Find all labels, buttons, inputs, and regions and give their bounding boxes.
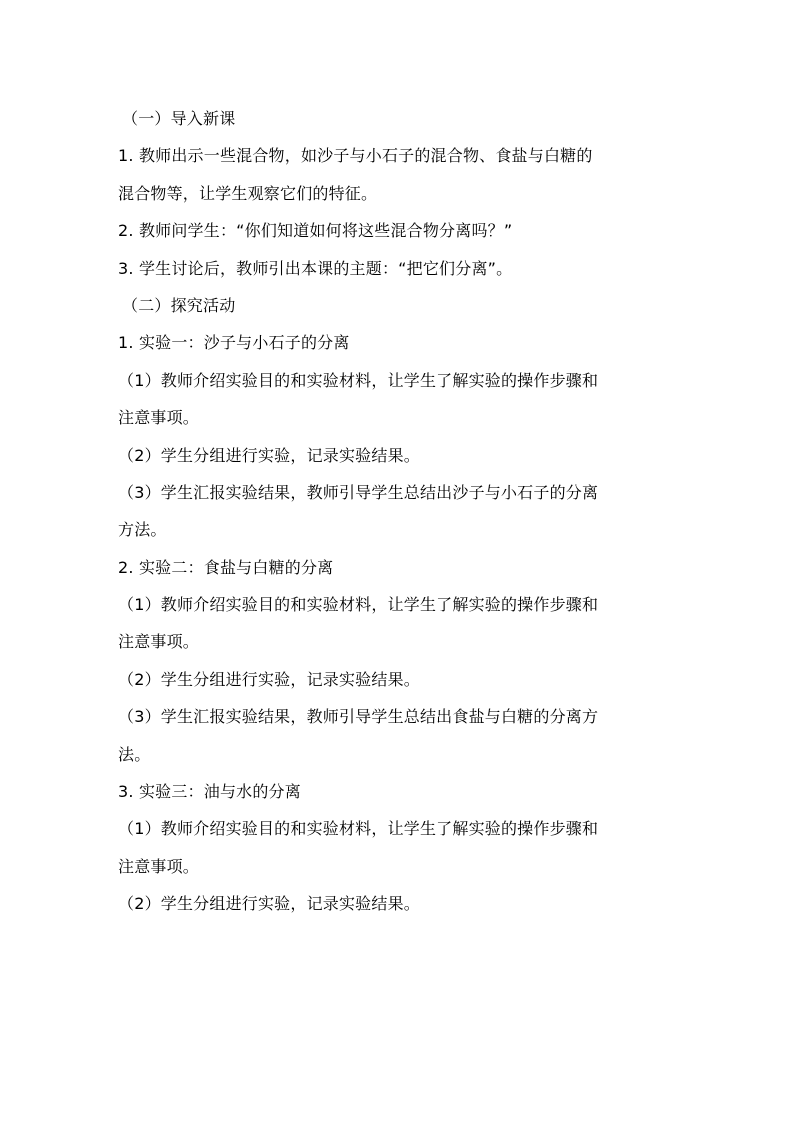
paragraph-line: （1）教师介绍实验目的和实验材料，让学生了解实验的操作步骤和 xyxy=(118,370,599,390)
paragraph-line: （3）学生汇报实验结果，教师引导学生总结出沙子与小石子的分离 xyxy=(118,482,599,502)
paragraph-line: 3. 学生讨论后，教师引出本课的主题：“把它们分离”。 xyxy=(118,258,513,278)
paragraph-line: （2）学生分组进行实验，记录实验结果。 xyxy=(118,894,420,914)
paragraph-line: 2. 教师问学生：“你们知道如何将这些混合物分离吗？” xyxy=(118,221,513,241)
paragraph-line: （3）学生汇报实验结果，教师引导学生总结出食盐与白糖的分离方 xyxy=(118,707,599,727)
section-heading-intro: （一）导入新课 xyxy=(122,109,236,128)
paragraph-line: 1. 教师出示一些混合物，如沙子与小石子的混合物、食盐与白糖的 xyxy=(118,146,593,166)
paragraph-line: （1）教师介绍实验目的和实验材料，让学生了解实验的操作步骤和 xyxy=(118,595,599,615)
paragraph-line: （2）学生分组进行实验，记录实验结果。 xyxy=(118,445,420,465)
paragraph-line: 注意事项。 xyxy=(118,632,200,652)
paragraph-line: （2）学生分组进行实验，记录实验结果。 xyxy=(118,669,420,689)
paragraph-line: 法。 xyxy=(118,744,151,764)
document-body xyxy=(118,100,678,923)
experiment-title: 2. 实验二：食盐与白糖的分离 xyxy=(118,557,334,577)
paragraph-line: 方法。 xyxy=(118,520,167,540)
experiment-title: 3. 实验三：油与水的分离 xyxy=(118,782,301,802)
paragraph-line: 注意事项。 xyxy=(118,408,200,428)
section-heading-inquiry: （二）探究活动 xyxy=(122,295,236,315)
experiment-title: 1. 实验一：沙子与小石子的分离 xyxy=(118,333,350,353)
paragraph-line: （1）教师介绍实验目的和实验材料，让学生了解实验的操作步骤和 xyxy=(118,819,599,839)
paragraph-line: 混合物等，让学生观察它们的特征。 xyxy=(118,183,378,203)
paragraph-line: 注意事项。 xyxy=(118,856,200,876)
